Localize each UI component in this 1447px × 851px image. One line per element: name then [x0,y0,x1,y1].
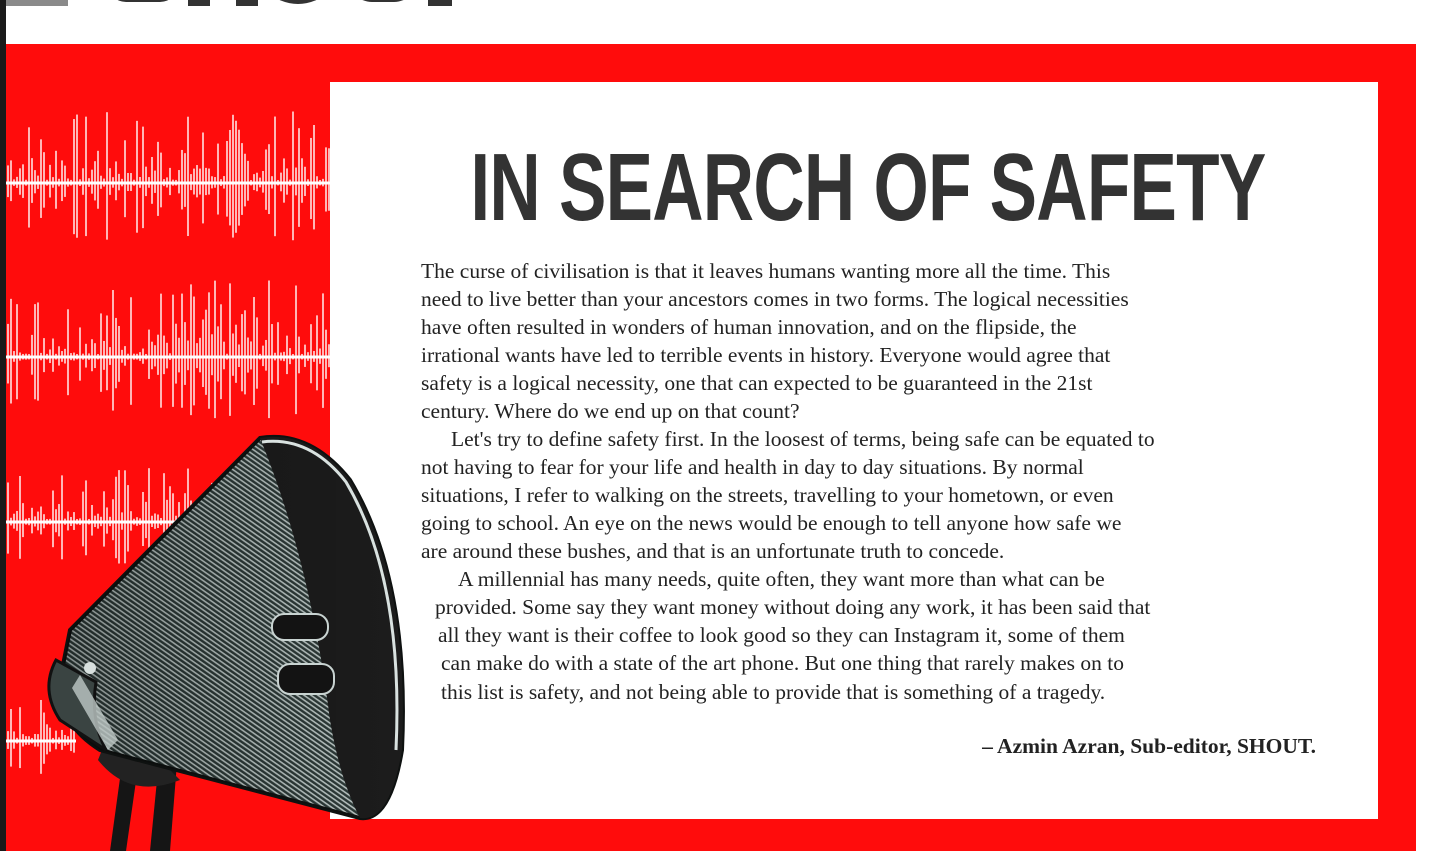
text-line: Let's try to define safety first. In the loosest of terms, being safe can be equated to [451,427,1155,451]
article-paragraph-1 [421,257,1321,425]
text-line: are around these bushes, and that is an unfortunate truth to concede. [421,539,1005,563]
text-line: this list is safety, and not being able to provide that is something of a tragedy. [441,680,1106,704]
article-body [421,257,1321,706]
text-line: not having to fear for your life and health in day to day situations. By normal [421,455,1084,479]
corner-block [0,0,68,6]
text-line: situations, I refer to walking on the streets, travelling to your hometown, or even [421,483,1114,507]
text-line: irrational wants have led to terrible events in history. Everyone would agree that [421,343,1111,367]
text-line: going to school. An eye on the news would be enough to tell anyone how safe we [421,511,1122,535]
text-line: can make do with a state of the art phone. But one thing that rarely makes on to [441,651,1125,675]
text-line: all they want is their coffee to look good so they can Instagram it, some of them [438,623,1125,647]
text-line: safety is a logical necessity, one that can expected to be guaranteed in the 21st [421,371,1093,395]
article-paragraph-3 [421,565,1321,706]
masthead-logo [108,0,468,6]
megaphone-illustration [10,420,430,851]
text-line: The curse of civilisation is that it leaves humans wanting more all the time. This [421,259,1111,283]
article-paragraph-2 [421,425,1321,565]
article-byline: – Azmin Azran, Sub-editor, SHOUT. [982,734,1316,758]
article-title: IN SEARCH OF SAFETY [470,134,1266,241]
text-line: century. Where do we end up on that count? [421,399,800,423]
text-line: have often resulted in wonders of human innovation, and on the flipside, the [421,315,1077,339]
text-line: A millennial has many needs, quite often, they want more than what can be [458,567,1105,591]
text-line: need to live better than your ancestors comes in two forms. The logical necessities [421,287,1129,311]
text-line: provided. Some say they want money without doing any work, it has been said that [435,595,1151,619]
